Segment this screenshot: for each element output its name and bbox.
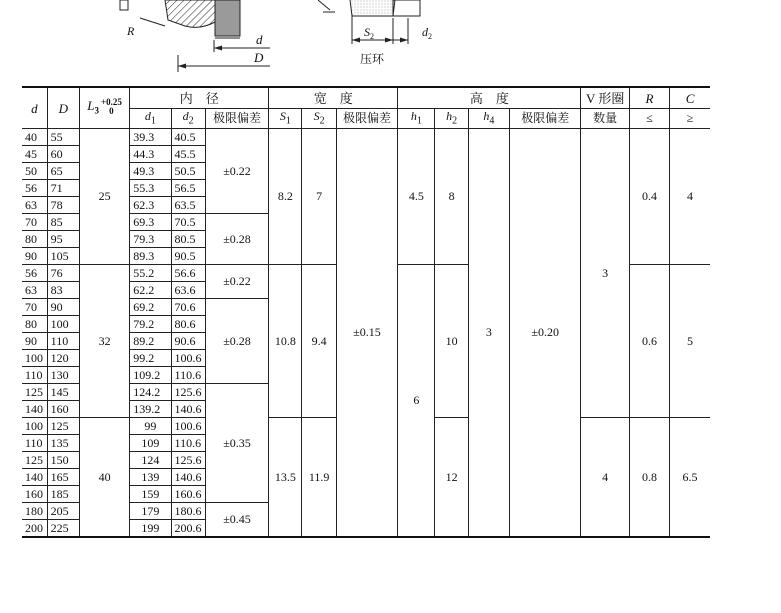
cell-d2: 110.6 <box>171 367 205 384</box>
cell-D: 225 <box>47 520 79 538</box>
cell-D: 78 <box>47 197 79 214</box>
seal-cross-section-figure <box>0 0 781 86</box>
cell-C: 6.5 <box>670 418 710 538</box>
header-d: d <box>22 87 47 129</box>
cell-L3: 40 <box>79 418 129 538</box>
cell-d2: 80.6 <box>171 316 205 333</box>
cell-L3: 32 <box>79 265 129 418</box>
cell-D: 100 <box>47 316 79 333</box>
cell-S2: 7 <box>302 129 336 265</box>
cell-d1: 139 <box>130 469 171 486</box>
cell-d1: 44.3 <box>130 146 171 163</box>
cell-C: 4 <box>670 129 710 265</box>
cell-tol-width: ±0.15 <box>336 129 397 538</box>
cell-d: 90 <box>22 333 47 350</box>
header-D: D <box>47 87 79 129</box>
cell-d: 56 <box>22 180 47 197</box>
cell-d2: 90.5 <box>171 248 205 265</box>
cell-D: 120 <box>47 350 79 367</box>
cell-d1: 99 <box>130 418 171 435</box>
cell-d2: 63.6 <box>171 282 205 299</box>
cell-S2: 11.9 <box>302 418 336 538</box>
cell-d2: 70.6 <box>171 299 205 316</box>
cell-d2: 50.5 <box>171 163 205 180</box>
cell-d: 50 <box>22 163 47 180</box>
cell-d: 40 <box>22 129 47 146</box>
svg-text:d: d <box>256 32 263 47</box>
cell-d: 160 <box>22 486 47 503</box>
cell-d1: 199 <box>130 520 171 538</box>
cell-d: 63 <box>22 282 47 299</box>
cell-S1: 8.2 <box>269 129 302 265</box>
pressure-ring-caption: 压环 <box>360 52 385 66</box>
cell-d: 70 <box>22 214 47 231</box>
header-tol-height: 极限偏差 <box>509 109 581 129</box>
cell-d: 90 <box>22 248 47 265</box>
cell-d2: 100.6 <box>171 350 205 367</box>
header-v-count: 数量 <box>581 109 629 129</box>
cell-d1: 55.2 <box>130 265 171 282</box>
cell-d1: 49.3 <box>130 163 171 180</box>
header-C: C <box>670 87 710 109</box>
cell-D: 150 <box>47 452 79 469</box>
cell-tol-inner: ±0.28 <box>205 299 268 384</box>
cell-tol-inner: ±0.22 <box>205 265 268 299</box>
cell-S2: 9.4 <box>302 265 336 418</box>
header-d1: $d_1$ <box>130 109 171 129</box>
cell-tol-height: ±0.20 <box>509 129 581 538</box>
cell-d2: 56.6 <box>171 265 205 282</box>
cell-D: 125 <box>47 418 79 435</box>
header-v-rings: V 形圈 <box>581 87 629 109</box>
cell-d: 100 <box>22 350 47 367</box>
cell-C: 5 <box>670 265 710 418</box>
cell-v-count: 4 <box>581 418 629 538</box>
cell-L3: 25 <box>79 129 129 265</box>
cell-h1: 6 <box>398 265 435 538</box>
cell-d2: 140.6 <box>171 469 205 486</box>
cell-d: 140 <box>22 401 47 418</box>
cell-D: 76 <box>47 265 79 282</box>
cell-d2: 140.6 <box>171 401 205 418</box>
cell-d1: 99.2 <box>130 350 171 367</box>
cell-v-count: 3 <box>581 129 629 418</box>
cell-d1: 55.3 <box>130 180 171 197</box>
cell-D: 55 <box>47 129 79 146</box>
cell-d2: 90.6 <box>171 333 205 350</box>
cell-d2: 70.5 <box>171 214 205 231</box>
table-row <box>22 129 710 146</box>
header-tol-inner: 极限偏差 <box>205 109 268 129</box>
cell-d1: 179 <box>130 503 171 520</box>
header-R: R <box>629 87 669 109</box>
cell-d1: 89.2 <box>130 333 171 350</box>
header-C-ge: ≥ <box>670 109 710 129</box>
cell-D: 90 <box>47 299 79 316</box>
cell-d2: 110.6 <box>171 435 205 452</box>
cell-d2: 63.5 <box>171 197 205 214</box>
cell-d: 125 <box>22 452 47 469</box>
cell-D: 105 <box>47 248 79 265</box>
header-row-1 <box>22 87 710 109</box>
header-R-le: ≤ <box>629 109 669 129</box>
header-L3: $L_3$ +0.25 0 <box>79 87 129 129</box>
cell-d2: 160.6 <box>171 486 205 503</box>
cell-D: 135 <box>47 435 79 452</box>
cell-tol-inner: ±0.35 <box>205 384 268 503</box>
cell-d: 63 <box>22 197 47 214</box>
cell-S1: 13.5 <box>269 418 302 538</box>
cell-d1: 69.3 <box>130 214 171 231</box>
cell-d1: 39.3 <box>130 129 171 146</box>
cell-d: 140 <box>22 469 47 486</box>
dimension-D <box>178 50 270 72</box>
cell-d2: 56.5 <box>171 180 205 197</box>
label-R: R <box>127 24 135 38</box>
header-d2: $d_2$ <box>171 109 205 129</box>
cell-h2: 10 <box>435 265 468 418</box>
cell-d: 45 <box>22 146 47 163</box>
cell-D: 95 <box>47 231 79 248</box>
cell-S1: 10.8 <box>269 265 302 418</box>
label-S2: $S_2$ <box>364 25 374 41</box>
cell-d: 180 <box>22 503 47 520</box>
header-S1: $S_1$ <box>269 109 302 129</box>
label-d2: $d_2$ <box>422 25 432 41</box>
cell-D: 85 <box>47 214 79 231</box>
cell-d2: 40.5 <box>171 129 205 146</box>
cell-D: 165 <box>47 469 79 486</box>
cell-D: 110 <box>47 333 79 350</box>
cell-tol-inner: ±0.45 <box>205 503 268 538</box>
cell-d: 70 <box>22 299 47 316</box>
cell-d1: 79.2 <box>130 316 171 333</box>
cell-d2: 125.6 <box>171 384 205 401</box>
header-width: 宽 度 <box>269 87 398 109</box>
cell-h4: 3 <box>468 129 509 538</box>
cell-d1: 139.2 <box>130 401 171 418</box>
cell-d: 125 <box>22 384 47 401</box>
cell-d2: 45.5 <box>171 146 205 163</box>
cell-d1: 109.2 <box>130 367 171 384</box>
cell-d: 110 <box>22 367 47 384</box>
cell-D: 205 <box>47 503 79 520</box>
cell-D: 130 <box>47 367 79 384</box>
cell-d2: 180.6 <box>171 503 205 520</box>
header-tol-width: 极限偏差 <box>336 109 397 129</box>
cell-d2: 125.6 <box>171 452 205 469</box>
cell-d1: 109 <box>130 435 171 452</box>
housing-section <box>120 0 240 38</box>
cell-d: 110 <box>22 435 47 452</box>
cell-d1: 124 <box>130 452 171 469</box>
cell-d: 200 <box>22 520 47 538</box>
header-height: 高 度 <box>398 87 581 109</box>
cell-D: 71 <box>47 180 79 197</box>
cell-d1: 62.2 <box>130 282 171 299</box>
cell-d: 80 <box>22 231 47 248</box>
cell-R: 0.4 <box>629 129 669 265</box>
cell-D: 83 <box>47 282 79 299</box>
cell-D: 160 <box>47 401 79 418</box>
cell-D: 65 <box>47 163 79 180</box>
cell-d2: 200.6 <box>171 520 205 538</box>
header-h4: $h_4$ <box>468 109 509 129</box>
cell-d1: 124.2 <box>130 384 171 401</box>
cell-d1: 159 <box>130 486 171 503</box>
cell-d: 100 <box>22 418 47 435</box>
header-inner-diameter: 内 径 <box>130 87 269 109</box>
cell-R: 0.6 <box>629 265 669 418</box>
cell-D: 185 <box>47 486 79 503</box>
cell-d: 80 <box>22 316 47 333</box>
cell-h2: 8 <box>435 129 468 265</box>
cell-d1: 89.3 <box>130 248 171 265</box>
cell-d2: 80.5 <box>171 231 205 248</box>
header-h2: $h_2$ <box>435 109 468 129</box>
cell-h1: 4.5 <box>398 129 435 265</box>
cell-D: 145 <box>47 384 79 401</box>
cell-h2: 12 <box>435 418 468 538</box>
header-h1: $h_1$ <box>398 109 435 129</box>
cell-R: 0.8 <box>629 418 669 538</box>
cell-D: 60 <box>47 146 79 163</box>
cell-d2: 100.6 <box>171 418 205 435</box>
cell-d1: 69.2 <box>130 299 171 316</box>
v-seal-dimension-table <box>22 86 710 538</box>
header-S2: $S_2$ <box>302 109 336 129</box>
cell-d1: 79.3 <box>130 231 171 248</box>
cell-tol-inner: ±0.28 <box>205 214 268 265</box>
cell-d: 56 <box>22 265 47 282</box>
svg-text:D: D <box>254 50 264 65</box>
cell-d1: 62.3 <box>130 197 171 214</box>
cell-tol-inner: ±0.22 <box>205 129 268 214</box>
